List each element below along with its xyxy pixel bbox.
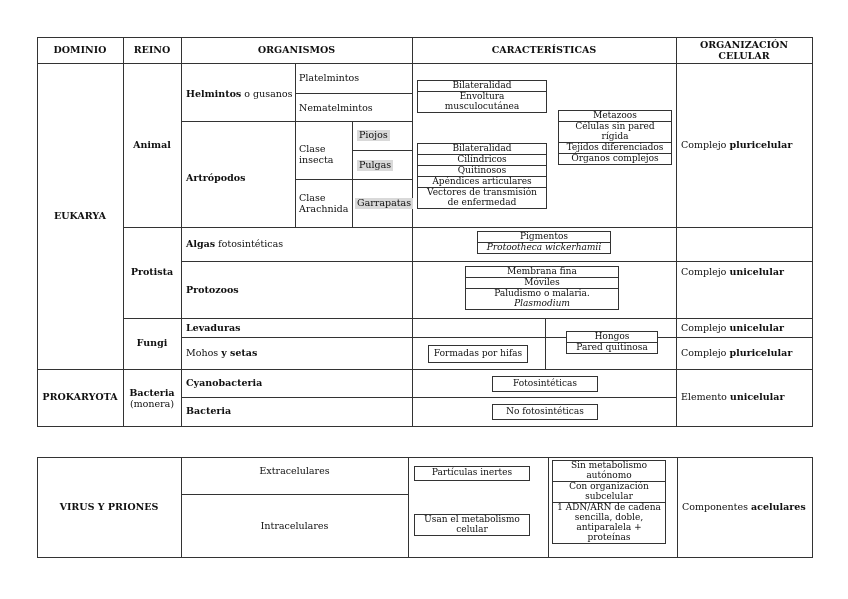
artropodos-characteristics: Bilateralidad Cilíndricos Quitinosos Apéndices articulares Vectores de transmisión de enfermedad xyxy=(417,143,547,209)
algas-characteristics: Pigmentos Protootheca wickerhamii xyxy=(477,231,611,254)
reino-fungi: Fungi xyxy=(136,338,168,349)
org-prokaryota: Elemento unicelular xyxy=(681,392,785,403)
organismo-bacteria: Bacteria xyxy=(186,406,232,417)
organismo-algas: Algas fotosintéticas xyxy=(186,239,284,250)
organismo-helmintos: Helmintos o gusanos xyxy=(186,89,293,100)
header-dominio: DOMINIO xyxy=(53,45,107,56)
no-fotosinteticas-box: No fotosintéticas xyxy=(492,404,598,420)
organismo-platelmintos: Platelmintos xyxy=(299,73,360,84)
helmintos-characteristics: Bilateralidad Envoltura musculocutánea xyxy=(417,80,547,113)
clase-insecta-1: Clase xyxy=(299,144,326,155)
clase-arachnida-1: Clase xyxy=(299,193,326,204)
header-organismos: ORGANISMOS xyxy=(257,45,336,56)
org-fungi-mohos: Complejo pluricelular xyxy=(681,348,793,359)
reino-animal: Animal xyxy=(133,140,171,151)
organismo-protozoos: Protozoos xyxy=(186,285,239,296)
organismo-artropodos: Artrópodos xyxy=(186,173,246,184)
clase-insecta-2: insecta xyxy=(299,155,334,166)
reino-protista: Protista xyxy=(130,267,174,278)
organismo-mohos-setas: Mohos y setas xyxy=(186,348,258,359)
reino-monera: (monera) xyxy=(129,399,175,410)
hongos-box: Hongos Pared quitinosa xyxy=(566,331,658,354)
virus-title: VIRUS Y PRIONES xyxy=(59,502,159,513)
domain-eukarya: EUKARYA xyxy=(54,211,106,222)
organismo-nematelmintos: Nematelmintos xyxy=(299,103,373,114)
reino-bacteria: Bacteria xyxy=(129,388,175,399)
organismo-pulgas: Pulgas xyxy=(359,160,392,171)
particulas-box: Partículas inertes xyxy=(414,466,530,481)
org-animal: Complejo pluricelular xyxy=(681,140,793,151)
protozoos-characteristics: Membrana fina Móviles Paludismo o malaria. Plasmodium xyxy=(465,266,619,310)
org-fungi-levaduras: Complejo unicelular xyxy=(681,323,784,334)
org-protista: Complejo unicelular xyxy=(681,267,784,278)
org-virus: Componentes acelulares xyxy=(682,502,806,513)
domain-prokaryota: PROKARYOTA xyxy=(42,392,118,403)
usan-box: Usan el metabolismo celular xyxy=(414,514,530,536)
header-organizacion: ORGANIZACIÓN xyxy=(699,40,789,51)
virus-intracelulares: Intracelulares xyxy=(260,521,329,532)
virus-props-box: Sin metabolismo autónomo Con organización subcelular 1 ADN/ARN de cadena sencilla, doble, antiparalela + proteínas xyxy=(552,460,666,544)
header-caracteristicas: CARACTERÍSTICAS xyxy=(491,45,597,56)
organismo-levaduras: Levaduras xyxy=(186,323,241,334)
organismo-cyanobacteria: Cyanobacteria xyxy=(186,378,263,389)
metazoos-box: Metazoos Células sin pared rígida Tejidos diferenciados Órganos complejos xyxy=(558,110,672,165)
hifas-box: Formadas por hifas xyxy=(428,345,528,363)
organismo-garrapatas: Garrapatas xyxy=(357,198,412,209)
fotosinteticas-box: Fotosintéticas xyxy=(492,376,598,392)
header-reino: REINO xyxy=(133,45,171,56)
virus-extracelulares: Extracelulares xyxy=(259,466,330,477)
organismo-piojos: Piojos xyxy=(359,130,388,141)
clase-arachnida-2: Arachnida xyxy=(299,204,349,215)
header-celular: CELULAR xyxy=(718,51,770,62)
